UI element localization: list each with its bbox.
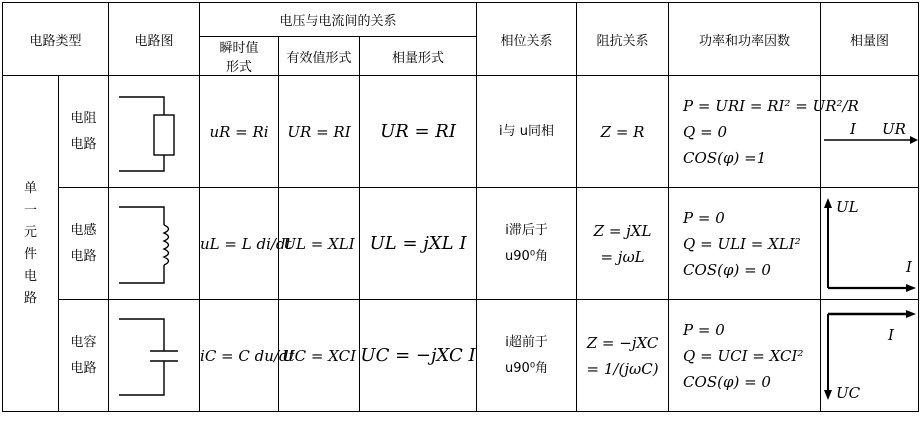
phasor-formula: UR = RI <box>360 76 477 188</box>
side-char: 元 <box>23 224 37 240</box>
side-label <box>3 76 59 412</box>
power-cell <box>669 300 821 412</box>
power-q: Q = ULI = XLI² <box>683 234 801 253</box>
header-instant: 瞬时值形式 <box>200 37 279 76</box>
rms-formula: UR = RI <box>279 76 360 188</box>
header-rms: 有效值形式 <box>279 37 360 76</box>
row-name-line: 电容 <box>70 334 97 350</box>
instant-formula: uL = L di/dt <box>200 188 279 300</box>
phase-line: u90⁰角 <box>505 248 549 264</box>
arrow-right-icon <box>906 284 916 292</box>
phasor-formula: UL = jXL I <box>360 188 477 300</box>
phasor-diagram <box>821 76 919 188</box>
header-diagram: 电路图 <box>109 3 200 76</box>
power-q: Q = 0 <box>683 122 727 141</box>
header-type: 电路类型 <box>3 3 109 76</box>
instant-formula: uR = Ri <box>200 76 279 188</box>
power-cos: COS(φ) = 0 <box>683 260 771 279</box>
side-char: 件 <box>23 246 37 262</box>
row-name-line: 电路 <box>70 248 97 264</box>
rms-formula: UL = XLI <box>279 188 360 300</box>
row-name <box>59 300 109 412</box>
header-phasor-diagram: 相量图 <box>821 3 919 76</box>
row-name <box>59 76 109 188</box>
impedance-relation <box>577 188 669 300</box>
capacitor-symbol-icon <box>114 311 194 401</box>
phasor-diagram <box>821 300 919 412</box>
phasor-diagram <box>821 188 919 300</box>
phasor-label: UR <box>881 119 906 138</box>
inductor-phasor-diagram <box>822 194 918 294</box>
side-char: 电 <box>23 268 37 284</box>
table-row <box>3 188 919 300</box>
impedance-line: Z = −jXC <box>586 333 659 352</box>
phasor-label: I <box>849 119 856 138</box>
impedance-line: Z = jXL <box>593 221 652 240</box>
phasor-label: UC <box>835 383 860 402</box>
power-q: Q = UCI = XCI² <box>683 346 804 365</box>
resistor-circuit-diagram <box>109 76 200 188</box>
impedance-relation <box>577 300 669 412</box>
side-char: 一 <box>23 202 37 218</box>
header-impedance: 阻抗关系 <box>577 3 669 76</box>
circuit-table <box>2 2 919 412</box>
power-cell <box>669 76 859 188</box>
impedance-relation <box>577 76 669 188</box>
phase-line: u90⁰角 <box>505 360 549 376</box>
rms-formula: UC = XCI <box>279 300 360 412</box>
table-row <box>3 76 919 188</box>
row-name-line: 电感 <box>70 222 97 238</box>
row-name-line: 电阻 <box>70 110 97 126</box>
phasor-label: I <box>887 325 894 344</box>
instant-formula: iC = C du/dt <box>200 300 279 412</box>
phase-line: i与 u同相 <box>499 123 555 139</box>
arrow-down-icon <box>824 390 832 400</box>
power-cos: COS(φ) = 0 <box>683 372 771 391</box>
inductor-circuit-diagram <box>109 188 200 300</box>
row-name-line: 电路 <box>70 360 97 376</box>
power-cell <box>669 188 821 300</box>
table-row <box>3 300 919 412</box>
header-phasor: 相量形式 <box>360 37 477 76</box>
side-char: 单 <box>23 180 37 196</box>
header-vi-group: 电压与电流间的关系 <box>200 3 477 37</box>
phasor-label: UL <box>835 197 859 216</box>
phase-line: i滞后于 <box>505 222 548 238</box>
power-cos: COS(φ) =1 <box>683 148 767 167</box>
row-name <box>59 188 109 300</box>
power-p: P = 0 <box>683 208 725 227</box>
power-p: P = 0 <box>683 320 725 339</box>
phase-relation <box>477 188 577 300</box>
inductor-symbol-icon <box>114 199 194 289</box>
phase-line: i超前于 <box>505 334 548 350</box>
row-name-line: 电路 <box>70 136 97 152</box>
arrow-right-icon <box>906 310 916 318</box>
impedance-line: = 1/(jωC) <box>586 359 659 378</box>
header-phase: 相位关系 <box>477 3 577 76</box>
arrow-right-icon <box>910 136 918 144</box>
impedance-line: Z = R <box>600 122 645 141</box>
side-char: 路 <box>23 290 37 306</box>
header-row <box>3 3 919 37</box>
phasor-label: I <box>905 257 912 276</box>
header-power: 功率和功率因数 <box>669 3 821 76</box>
impedance-line: = jωL <box>600 247 645 266</box>
phase-relation <box>477 76 577 188</box>
capacitor-circuit-diagram <box>109 300 200 412</box>
resistor-symbol-icon <box>114 87 194 177</box>
phasor-formula: UC = −jXC I <box>360 300 477 412</box>
arrow-up-icon <box>824 198 832 208</box>
power-p: P = URI = RI² = UR²/R <box>683 96 859 115</box>
capacitor-phasor-diagram <box>822 306 918 406</box>
phase-relation <box>477 300 577 412</box>
